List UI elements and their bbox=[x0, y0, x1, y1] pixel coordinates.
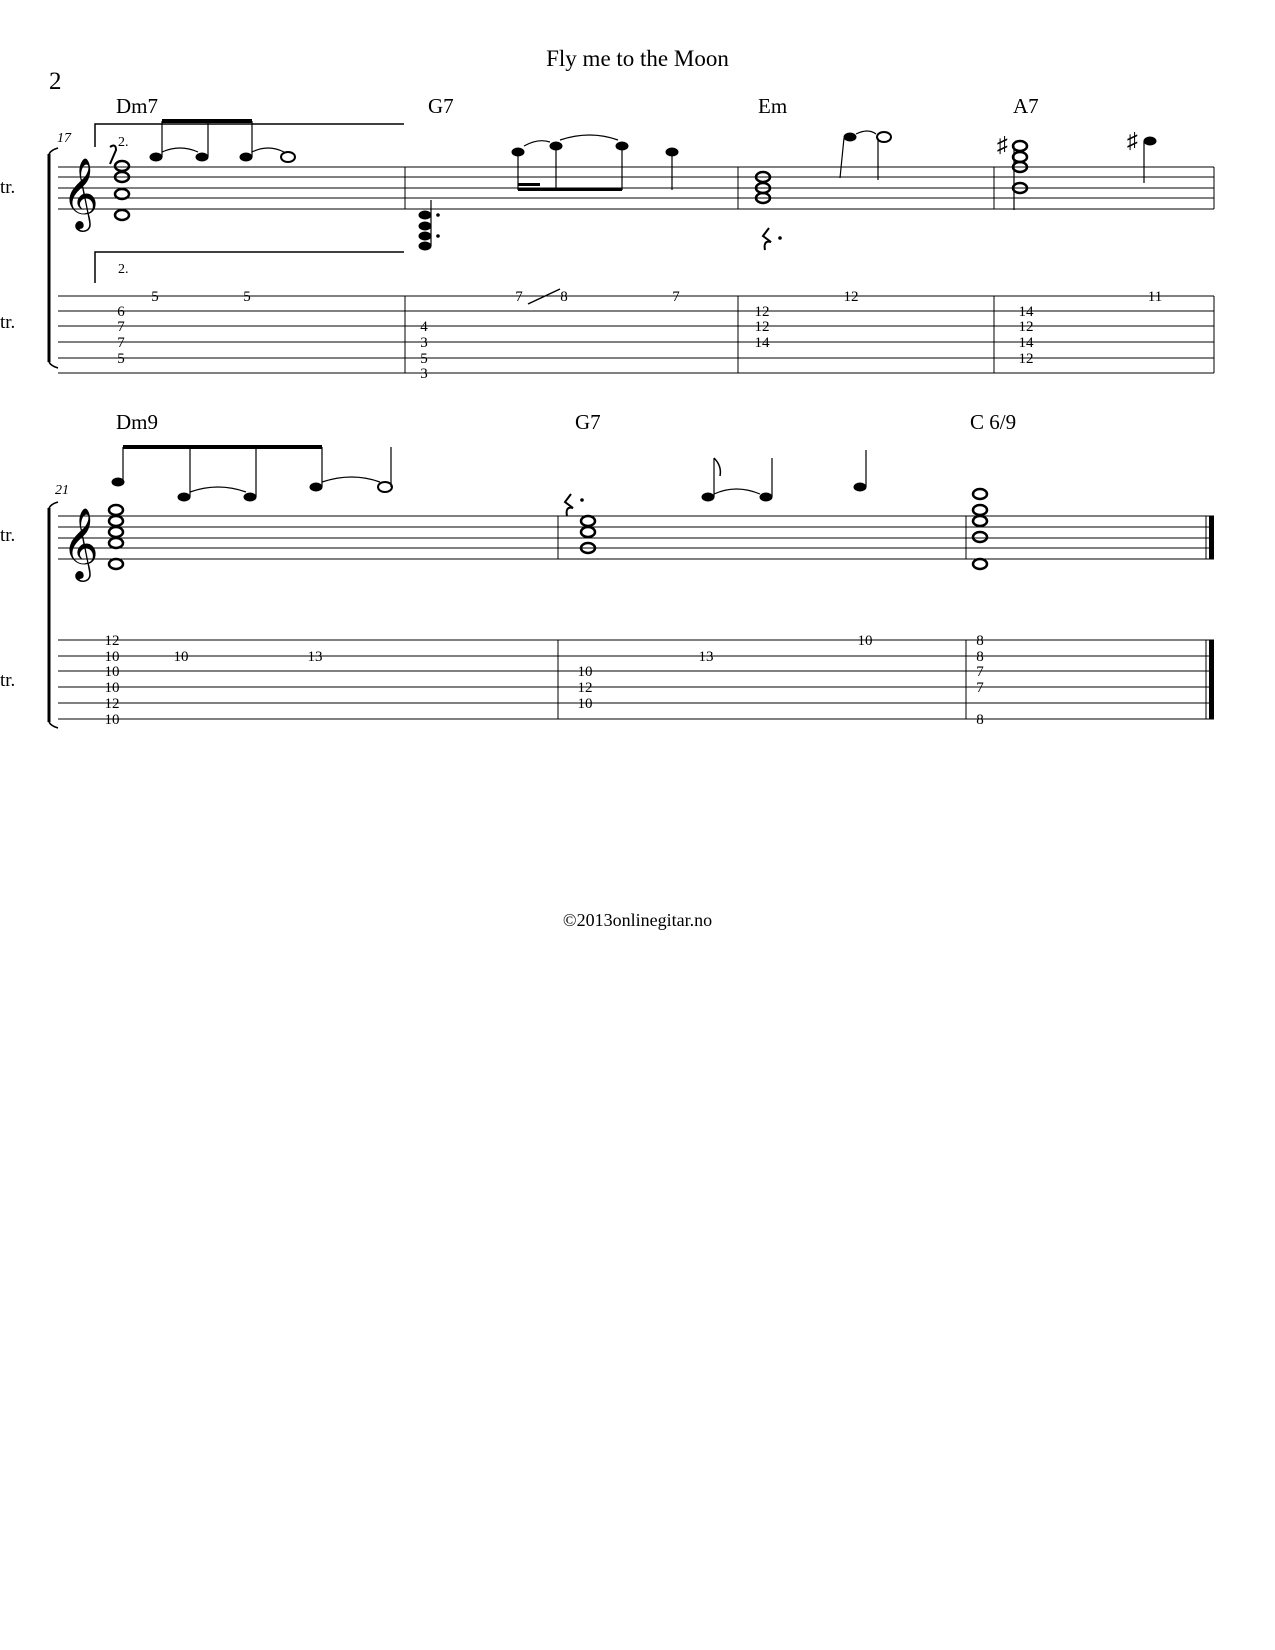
tab-fret: 5 bbox=[117, 351, 125, 367]
tab-fret: 8 bbox=[976, 649, 984, 665]
tab-fret: 13 bbox=[307, 649, 323, 665]
notation-staff bbox=[58, 516, 1214, 559]
tab-numbers bbox=[105, 633, 985, 728]
tab-fret: 10 bbox=[577, 664, 593, 680]
measure-18-notes bbox=[419, 135, 679, 251]
sharp-icon: ♯ bbox=[1127, 128, 1138, 153]
tab-fret: 12 bbox=[104, 633, 120, 649]
tab-fret: 14 bbox=[1018, 335, 1034, 351]
tab-fret: 8 bbox=[976, 712, 984, 728]
measure-number: 17 bbox=[57, 131, 71, 146]
volta-number: 2. bbox=[118, 262, 129, 277]
staff-instrument-label: tr. bbox=[0, 177, 16, 198]
tab-instrument-label: tr. bbox=[0, 670, 16, 691]
chord-symbol: C 6/9 bbox=[970, 410, 1017, 434]
tab-fret: 12 bbox=[104, 696, 120, 712]
tab-staff bbox=[58, 640, 1214, 719]
measure-17-notes bbox=[110, 119, 295, 220]
system-1 bbox=[0, 94, 1214, 382]
tab-fret: 13 bbox=[698, 649, 714, 665]
tab-fret: 12 bbox=[843, 289, 859, 305]
tab-fret: 4 bbox=[420, 319, 428, 335]
page-number: 2 bbox=[49, 68, 62, 95]
tab-fret: 7 bbox=[515, 289, 523, 305]
bracket-top-hook bbox=[49, 502, 58, 508]
copyright-footer: ©2013onlinegitar.no bbox=[562, 910, 713, 930]
measure-23-notes bbox=[973, 489, 987, 569]
volta-bracket bbox=[95, 124, 404, 147]
tab-fret: 12 bbox=[1018, 319, 1034, 335]
tab-fret: 11 bbox=[1147, 289, 1163, 305]
notation-staff bbox=[58, 167, 1214, 209]
tab-numbers bbox=[117, 289, 1162, 382]
tab-fret: 10 bbox=[104, 664, 120, 680]
tab-fret: 10 bbox=[104, 680, 120, 696]
tab-fret: 12 bbox=[1018, 351, 1034, 367]
tab-fret: 10 bbox=[577, 696, 593, 712]
volta-bracket bbox=[95, 252, 404, 283]
tab-fret: 10 bbox=[173, 649, 189, 665]
chord-symbol: Dm7 bbox=[116, 94, 158, 118]
tab-fret: 5 bbox=[420, 351, 428, 367]
tab-fret: 12 bbox=[577, 680, 593, 696]
tab-fret: 7 bbox=[117, 319, 125, 335]
tab-fret: 7 bbox=[976, 664, 984, 680]
bracket-bottom-hook bbox=[49, 722, 58, 728]
tab-fret: 10 bbox=[104, 712, 120, 728]
tab-fret: 3 bbox=[420, 335, 428, 351]
bracket-top-hook bbox=[49, 148, 58, 154]
tab-fret: 5 bbox=[151, 289, 159, 305]
system-2 bbox=[0, 410, 1214, 728]
chord-symbol: Em bbox=[758, 94, 788, 118]
tab-fret: 10 bbox=[857, 633, 873, 649]
tab-fret: 6 bbox=[117, 304, 125, 320]
tab-fret: 12 bbox=[754, 304, 770, 320]
tab-fret: 7 bbox=[672, 289, 680, 305]
tab-fret: 3 bbox=[420, 366, 428, 382]
tab-fret: 7 bbox=[117, 335, 125, 351]
measure-number: 21 bbox=[55, 483, 69, 498]
tab-fret: 8 bbox=[560, 289, 568, 305]
measure-19-notes bbox=[756, 131, 891, 250]
final-barline bbox=[1206, 516, 1214, 719]
score-title: Fly me to the Moon bbox=[546, 46, 729, 71]
sharp-icon: ♯ bbox=[997, 132, 1008, 157]
tab-fret: 14 bbox=[1018, 304, 1034, 320]
tab-fret: 7 bbox=[976, 680, 984, 696]
treble-clef-icon: 𝄞 bbox=[62, 160, 99, 228]
chord-symbol: A7 bbox=[1013, 94, 1039, 118]
staff-instrument-label: tr. bbox=[0, 525, 16, 546]
tab-fret: 10 bbox=[104, 649, 120, 665]
chord-symbol: Dm9 bbox=[116, 410, 158, 434]
volta-number: 2. bbox=[118, 135, 129, 150]
barlines bbox=[558, 516, 966, 719]
bracket-bottom-hook bbox=[49, 362, 58, 368]
tab-instrument-label: tr. bbox=[0, 312, 16, 333]
tab-fret: 14 bbox=[754, 335, 770, 351]
chord-symbol: G7 bbox=[428, 94, 454, 118]
chord-symbol: G7 bbox=[575, 410, 601, 434]
tab-staff bbox=[58, 296, 1214, 373]
tab-fret: 5 bbox=[243, 289, 251, 305]
tab-fret: 12 bbox=[754, 319, 770, 335]
measure-21-notes bbox=[109, 445, 392, 569]
tab-fret: 8 bbox=[976, 633, 984, 649]
treble-clef-icon: 𝄞 bbox=[62, 510, 99, 578]
